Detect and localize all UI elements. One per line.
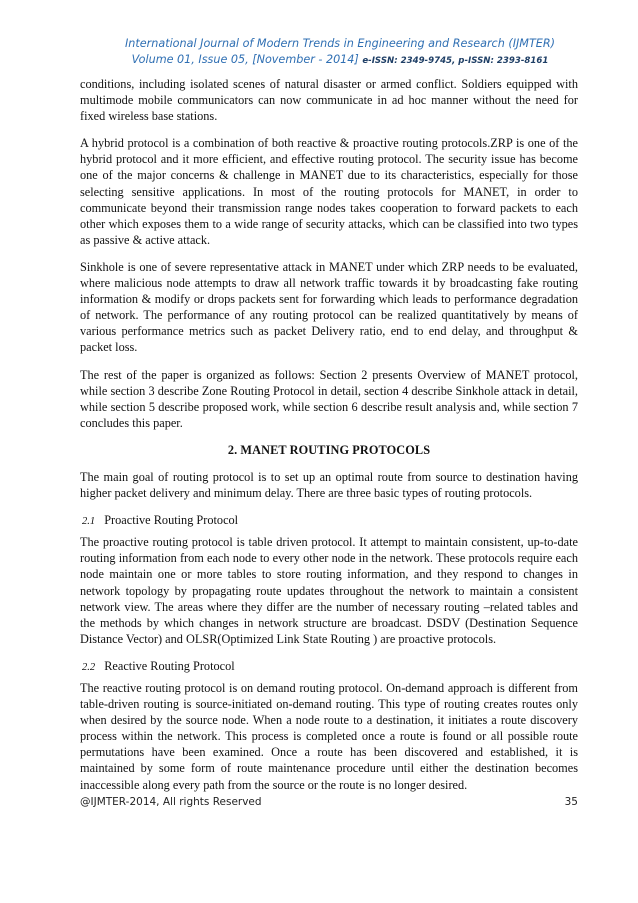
paragraph: Sinkhole is one of severe representative attack in MANET under which ZRP needs to be evaluated, where malicious node attempts to draw all network traffic towards it by broadcasting fake routing information & modify or drops packets sent for forwarding which leads to performance degradation of network. The performance of any routing protocol can be realized quantitatively by means of various performance metrics such as packet Delivery ratio, end to end delay, and throughput & packet loss. — [80, 259, 578, 355]
subsection-text: The proactive routing protocol is table driven protocol. It attempt to maintain consistent, up-to-date routing information from each node to every other node in the network. These protocols require each node maintain one or more tables to store routing information, and they respond to changes in network topology by propagating route updates throughout the network to maintain a consistent network view. The areas where they differ are the number of necessary routing –related tables and the methods by which changes in network structure are broadcast. DSDV (Destination Sequence Distance Vector) and OLSR(Optimized Link State Routing ) are proactive protocols. — [80, 535, 578, 646]
paragraph: A hybrid protocol is a combination of both reactive & proactive routing protocols.ZRP is one of the hybrid protocol and it more efficient, and effective routing protocol. The security issue has become one of the major concerns & challenge in MANET due to its characteristics, especially for those selecting sensitive applications. In most of the routing protocols for MANET, in order to communicate beyond their transmission range nodes takes cooperation to forward packets to each other which exposes them to a wide range of security attacks, which can be classified into two types as passive & active attack. — [80, 136, 578, 247]
copyright-text: @IJMTER-2014, All rights Reserved — [80, 796, 262, 808]
page-number: 35 — [564, 796, 578, 808]
subsection-heading — [80, 658, 578, 676]
journal-volume-line — [90, 52, 590, 69]
subsection-title: Reactive Routing Protocol — [104, 658, 235, 673]
paragraph: The rest of the paper is organized as follows: Section 2 presents Overview of MANET protocol, while section 3 describe Zone Routing Protocol in detail, section 4 describe Sinkhole attack in detail, while section 5 describe proposed work, while section 6 describe result analysis and, while section 7 concludes this paper. — [80, 367, 578, 430]
subsection-number: 2.1 — [82, 516, 96, 528]
journal-title: International Journal of Modern Trends in Engineering and Research (IJMTER) — [124, 37, 555, 50]
journal-volume: Volume 01, Issue 05, [November - 2014] — [131, 53, 359, 66]
journal-issn: e-ISSN: 2349-9745, p-ISSN: 2393-8161 — [362, 56, 549, 66]
subsection-heading — [80, 512, 578, 530]
subsection-text: The reactive routing protocol is on demand routing protocol. On-demand approach is different from table-driven routing is source-initiated on-demand routing. This type of routing creates routes only when desired by the source node. When a node route to a destination, it initiates a route discovery process within the network. This process is completed once a route is found or all possible route permutations have been examined. Once a route has been discovered and established, it is maintained by some form of route maintenance procedure until either the destination becomes inaccessible along every path from the source or the route is no longer desired. — [80, 681, 578, 792]
section-heading: 2. MANET ROUTING PROTOCOLS — [227, 442, 431, 457]
paragraph: conditions, including isolated scenes of natural disaster or armed conflict. Soldiers equipped with multimode mobile communicators can now communicate in ad hoc manner without the need for fixed wireless base stations. — [80, 77, 578, 124]
journal-header — [90, 36, 590, 69]
subsection-number: 2.2 — [82, 661, 96, 673]
section-intro: The main goal of routing protocol is to set up an optimal route from source to destination having higher packet delivery and minimum delay. There are three basic types of routing protocols. — [80, 469, 578, 501]
subsection-title: Proactive Routing Protocol — [104, 513, 239, 528]
article-body — [80, 76, 578, 804]
